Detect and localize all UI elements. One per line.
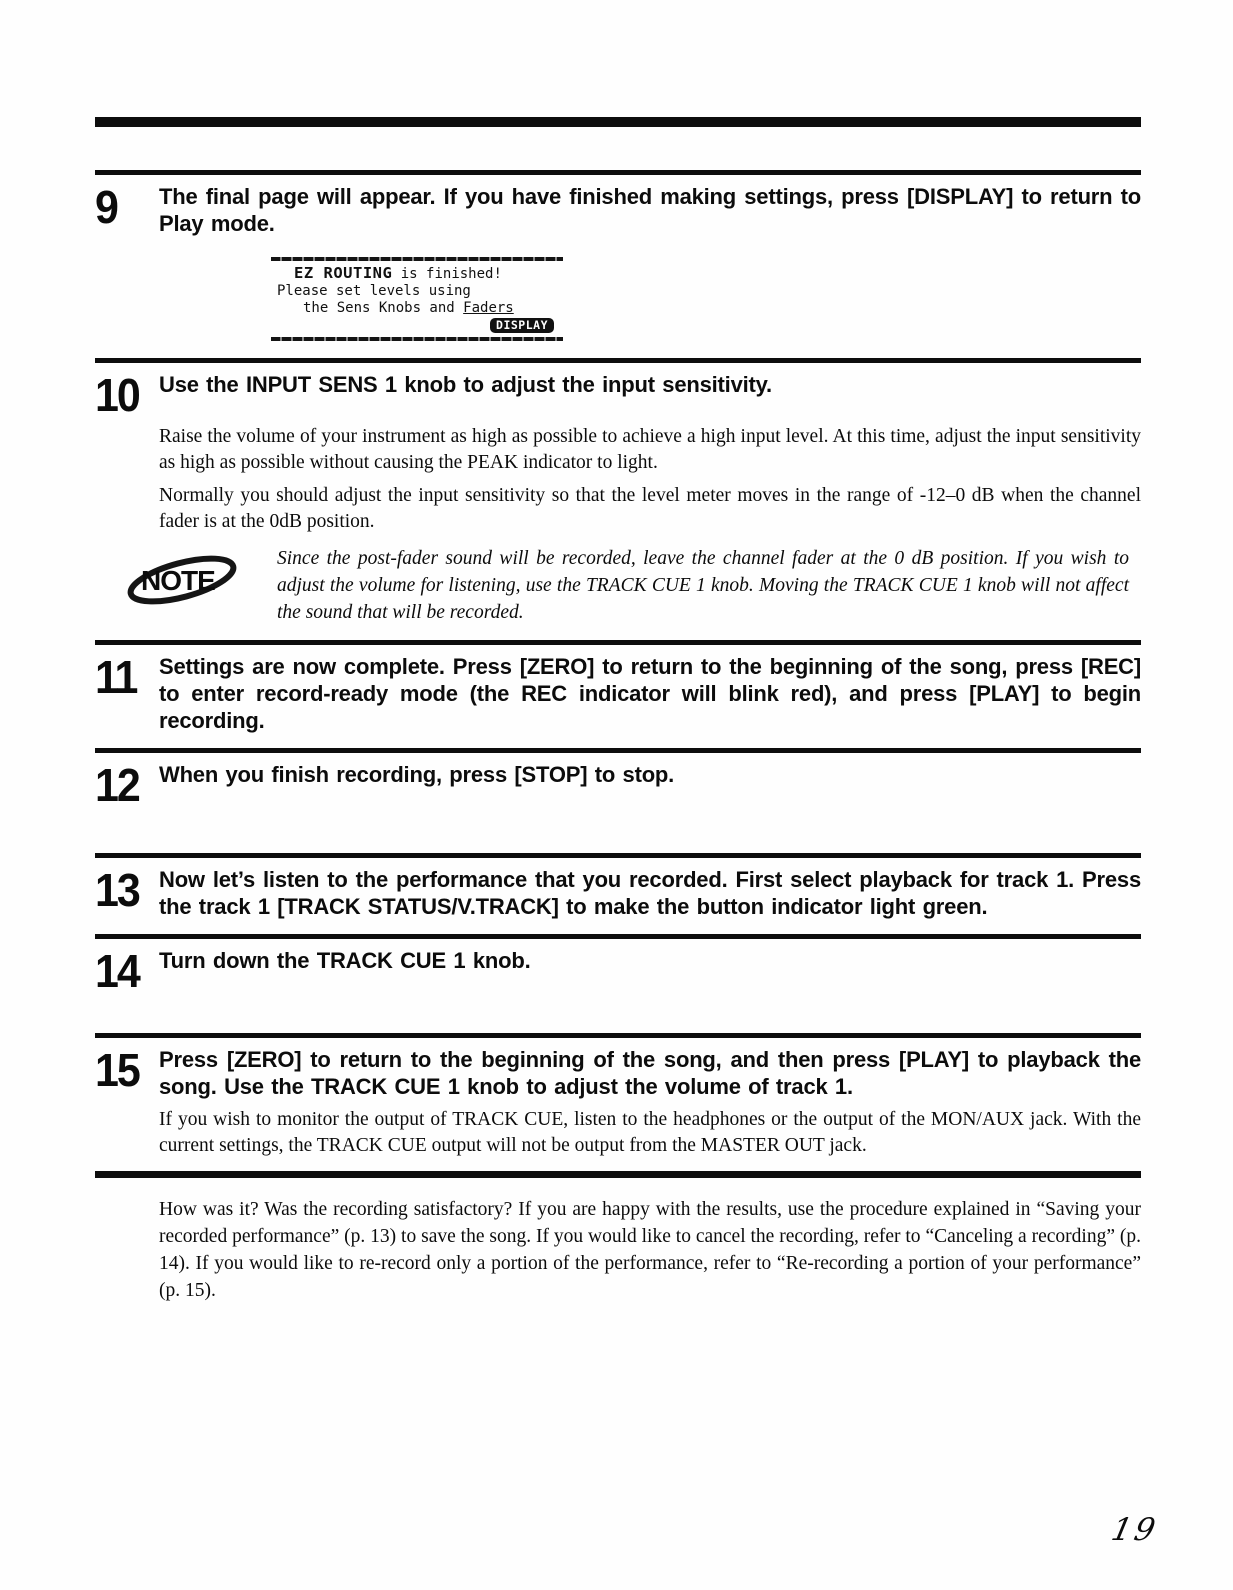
- lcd-screen-text: [271, 261, 563, 337]
- lcd-line-3-pre: the Sens Knobs and: [303, 300, 464, 316]
- step-15-body: [95, 1107, 1141, 1159]
- lcd-faders-underlined: Faders: [463, 300, 514, 316]
- step-10-section: [95, 358, 1141, 640]
- step-9-row: [95, 175, 1141, 237]
- step-14-section: [95, 934, 1141, 1033]
- lcd-display: [271, 257, 563, 341]
- step-number-12: 12: [95, 759, 139, 812]
- step-12-section: [95, 748, 1141, 853]
- step-13-row: [95, 858, 1141, 920]
- lcd-line-2: Please set levels using: [277, 283, 471, 299]
- top-rule: [95, 117, 1141, 127]
- step-10-body: [95, 424, 1141, 535]
- step-9-section: [95, 170, 1141, 341]
- lcd-title: EZ ROUTING: [294, 264, 393, 282]
- note-text: Since the post-fader sound will be recorded, leave the channel fader at the 0 dB position. If you wish to adjust the volume for listening, use the TRACK CUE 1 knob. Moving the TRACK CUE 1 knob will not affect the sound that will be recorded.: [277, 548, 1129, 623]
- step-14-row: [95, 939, 1141, 998]
- step-15-paragraph-1: If you wish to monitor the output of TRACK CUE, listen to the headphones or the output of the MON/AUX jack. With the current settings, the TRACK CUE output will not be output from the MASTER OUT jack.: [159, 1109, 1141, 1156]
- note-callout: [123, 545, 1141, 626]
- step-10-paragraph-2: Normally you should adjust the input sensitivity so that the level meter moves in the range of -12–0 dB when the channel fader is at the 0dB position.: [159, 485, 1141, 532]
- step-14-heading: Turn down the TRACK CUE 1 knob.: [159, 948, 531, 973]
- step-number-14: 14: [95, 945, 139, 998]
- closing-rule: [95, 1171, 1141, 1178]
- note-label: NOTE: [141, 565, 215, 596]
- step-number-11: 11: [95, 651, 137, 704]
- step-number-10: 10: [95, 369, 139, 422]
- note-icon: [123, 549, 241, 611]
- step-15-section: [95, 1033, 1141, 1171]
- step-10-paragraph-1: Raise the volume of your instrument as high as possible to achieve a high input level. At this time, adjust the input sensitivity as high as possible without causing the PEAK indicator to light.: [159, 426, 1141, 473]
- step-10-heading: Use the INPUT SENS 1 knob to adjust the input sensitivity.: [159, 372, 772, 397]
- handwritten-page-number: 19: [1108, 1512, 1162, 1548]
- step-11-heading: Settings are now complete. Press [ZERO] to return to the beginning of the song, press [REC] to enter record-ready mode (the REC indicator will blink red), and press [PLAY] to begin recording.: [159, 654, 1141, 733]
- step-11-row: [95, 645, 1141, 734]
- lcd-line-1-rest: is finished!: [392, 266, 502, 282]
- step-13-section: [95, 853, 1141, 934]
- step-15-row: [95, 1038, 1141, 1100]
- step-9-heading: The final page will appear. If you have finished making settings, press [DISPLAY] to return to Play mode.: [159, 184, 1141, 236]
- step-12-heading: When you finish recording, press [STOP] to stop.: [159, 762, 675, 787]
- lcd-line-1: [276, 265, 558, 283]
- closing-block: [95, 1196, 1141, 1304]
- closing-paragraph: How was it? Was the recording satisfactory? If you are happy with the results, use the procedure explained in “Saving your recorded performance” (p. 13) to save the song. If you would like to cancel the recording, refer to “Canceling a recording” (p. 14). If you would like to re-record only a portion of the performance, refer to “Re-recording a portion of your performance” (p. 15).: [159, 1199, 1141, 1301]
- step-10-row: [95, 363, 1141, 422]
- step-15-heading: Press [ZERO] to return to the beginning of the song, and then press [PLAY] to playback the song. Use the TRACK CUE 1 knob to adjust the volume of track 1.: [159, 1047, 1141, 1099]
- lcd-line-3: [276, 300, 558, 317]
- lcd-button-row: [276, 318, 558, 333]
- step-11-section: [95, 640, 1141, 748]
- step-number-15: 15: [95, 1044, 139, 1097]
- step-13-heading: Now let’s listen to the performance that you recorded. First select playback for track 1. Press the track 1 [TRACK STATUS/V.TRACK] to make the button indicator light green.: [159, 867, 1141, 919]
- display-button-badge: DISPLAY: [490, 318, 554, 333]
- step-number-13: 13: [95, 864, 139, 917]
- page-content: [95, 0, 1141, 1304]
- step-12-row: [95, 753, 1141, 812]
- step-number-9: 9: [95, 181, 117, 234]
- lcd-bottom-border: [271, 337, 563, 341]
